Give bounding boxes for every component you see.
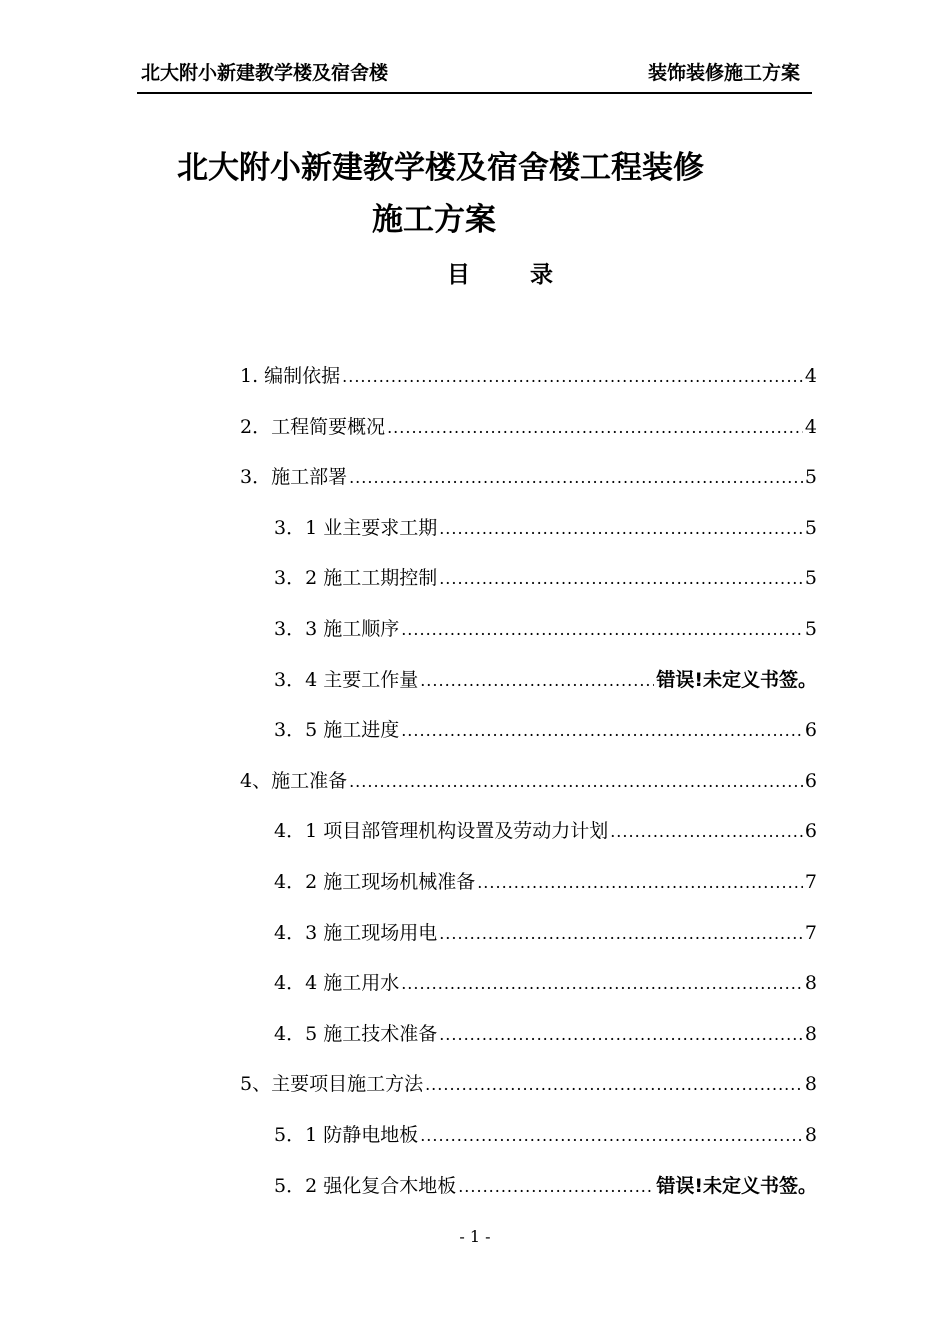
toc-entry-label: 1. 编制依据	[240, 365, 341, 387]
toc-entry-bookmark-error: 错误!未定义书签。	[656, 1174, 817, 1197]
toc-leader-dots	[420, 667, 654, 695]
toc-entry-label: 2．工程简要概况	[240, 415, 386, 438]
toc-leader-dots	[439, 1021, 803, 1049]
toc-entry[interactable]	[274, 817, 817, 845]
toc-entry[interactable]	[274, 564, 817, 592]
toc-leader-dots	[439, 920, 803, 948]
toc-leader-dots	[401, 616, 803, 644]
toc-entry[interactable]	[240, 463, 817, 491]
toc-entry-page: 6	[804, 820, 817, 843]
toc-leader-dots	[420, 1122, 803, 1150]
toc-entry[interactable]	[274, 1121, 817, 1149]
toc-entry-page: 5	[804, 466, 817, 489]
toc-entry-label: 4、施工准备	[240, 769, 348, 792]
toc-entry[interactable]	[274, 919, 817, 947]
toc-leader-dots	[610, 818, 803, 846]
toc-entry[interactable]	[240, 1070, 817, 1098]
toc-entry[interactable]	[274, 868, 817, 896]
toc-leader-dots	[425, 1071, 803, 1099]
toc-leader-dots	[439, 515, 803, 543]
title-line-1: 北大附小新建教学楼及宿舍楼工程装修	[177, 150, 704, 186]
page-header	[137, 52, 812, 94]
toc-entry-page: 8	[804, 972, 817, 995]
toc-entry[interactable]	[240, 413, 817, 441]
toc-leader-dots	[401, 717, 803, 745]
toc-entry[interactable]	[274, 514, 817, 542]
toc-entry-page: 4	[804, 415, 817, 438]
toc-entry-label: 3．施工部署	[240, 466, 348, 489]
toc-entry-page: 5	[804, 516, 817, 539]
toc-entry-page: 8	[804, 1022, 817, 1045]
toc-leader-dots	[458, 1173, 654, 1201]
toc-entry-page: 6	[804, 769, 817, 792]
toc-entry-label: 5．1 防静电地板	[274, 1124, 419, 1146]
header-project-name: 北大附小新建教学楼及宿舍楼	[141, 62, 389, 84]
toc-entry-page: 6	[804, 719, 817, 742]
toc-entry[interactable]	[274, 1020, 817, 1048]
toc-entry-label: 3．4 主要工作量	[274, 668, 419, 691]
toc-entry-label: 3．3 施工顺序	[274, 618, 400, 640]
toc-leader-dots	[401, 970, 803, 998]
toc-entry-label: 4．2 施工现场机械准备	[274, 871, 476, 893]
toc-leader-dots	[439, 565, 803, 593]
toc-entry[interactable]	[240, 767, 817, 795]
page-number: - 1 -	[459, 1227, 491, 1246]
toc-entry-page: 7	[804, 921, 817, 944]
toc-leader-dots	[349, 768, 803, 796]
title-line-2: 施工方案	[372, 202, 496, 238]
toc-entry-label: 4．5 施工技术准备	[274, 1022, 438, 1045]
toc-entry-page: 8	[804, 1124, 817, 1146]
toc-entry-label: 3．5 施工进度	[274, 719, 400, 742]
toc-entry-page: 4	[804, 365, 817, 387]
toc-leader-dots	[349, 464, 803, 492]
toc-entry[interactable]	[274, 615, 817, 643]
toc-entry[interactable]	[274, 969, 817, 997]
toc-entry-label: 4．1 项目部管理机构设置及劳动力计划	[274, 820, 609, 843]
toc-entry-page: 8	[804, 1073, 817, 1096]
toc-entry[interactable]	[274, 666, 817, 694]
header-document-type: 装饰装修施工方案	[647, 62, 800, 84]
toc-entry-label: 4．4 施工用水	[274, 972, 400, 995]
toc-entry-label: 4．3 施工现场用电	[274, 921, 438, 944]
toc-entry-page: 5	[804, 618, 817, 640]
toc-entry-label: 5．2 强化复合木地板	[274, 1174, 457, 1197]
toc-entry-label: 3．2 施工工期控制	[274, 567, 438, 590]
toc-entry-page: 5	[804, 567, 817, 590]
toc-leader-dots	[477, 869, 803, 897]
toc-entry-label: 3．1 业主要求工期	[274, 516, 438, 539]
toc-entry-page: 7	[804, 871, 817, 893]
toc-entry[interactable]	[274, 716, 817, 744]
toc-entry-label: 5、主要项目施工方法	[240, 1073, 424, 1096]
toc-entry[interactable]	[240, 362, 817, 390]
toc-entry-bookmark-error: 错误!未定义书签。	[656, 668, 817, 691]
toc-entry[interactable]	[274, 1172, 817, 1200]
toc-leader-dots	[387, 414, 803, 442]
toc-leader-dots	[342, 363, 803, 391]
toc-heading: 目 录	[447, 262, 580, 288]
